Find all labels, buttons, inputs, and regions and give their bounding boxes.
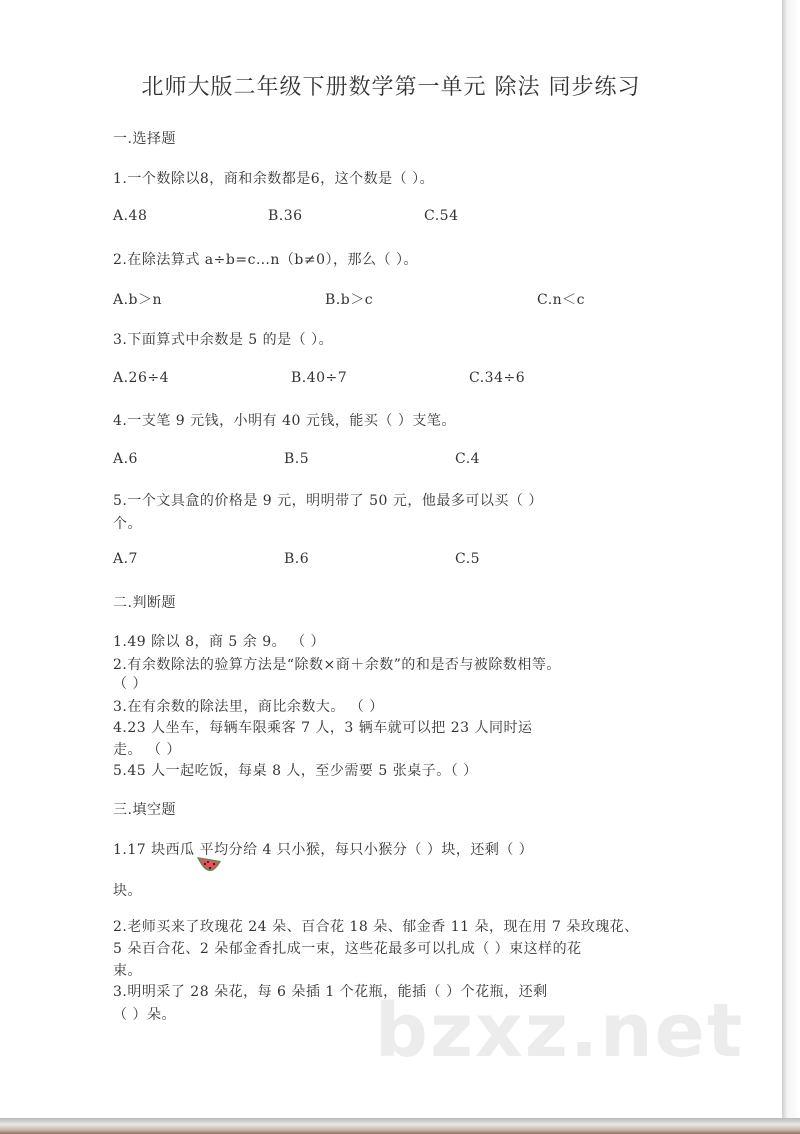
section-heading-judge: 二.判断题 <box>113 595 176 611</box>
fill-question-2-line2: 5 朵百合花、2 朵郁金香扎成一束，这些花最多可以扎成（ ）束这样的花 <box>113 941 582 957</box>
choice-q2-option-a: A.b＞n <box>113 292 163 308</box>
watermelon-slice-icon <box>195 853 223 879</box>
fill-question-3-line1: 3.明明采了 28 朵花，每 6 朵插 1 个花瓶，能插（ ）个花瓶，还剩 <box>113 984 548 1000</box>
choice-q4-option-a: A.6 <box>113 451 138 467</box>
judge-line-3: （ ） <box>113 676 147 692</box>
page-bottom-edge <box>0 1118 800 1134</box>
page-right-edge <box>782 0 800 1118</box>
choice-q3-option-b: B.40÷7 <box>291 370 348 386</box>
choice-q2-option-b: B.b＞c <box>325 292 374 308</box>
choice-q1-option-c: C.54 <box>424 208 459 224</box>
choice-question-5-line2: 个。 <box>113 516 142 532</box>
choice-q1-option-a: A.48 <box>113 208 148 224</box>
judge-line-2: 2.有余数除法的验算方法是“除数×商＋余数”的和是否与被除数相等。 <box>113 657 561 673</box>
choice-question-1: 1.一个数除以8，商和余数都是6，这个数是（ ）。 <box>113 171 435 187</box>
watermark: bzxz.net <box>375 988 745 1074</box>
choice-question-4: 4.一支笔 9 元钱，小明有 40 元钱，能买（ ）支笔。 <box>113 413 456 429</box>
choice-q3-option-a: A.26÷4 <box>113 370 170 386</box>
page-title: 北师大版二年级下册数学第一单元 除法 同步练习 <box>141 75 641 100</box>
choice-q4-option-c: C.4 <box>455 451 481 467</box>
choice-q5-option-b: B.6 <box>284 551 310 567</box>
judge-line-1: 1.49 除以 8，商 5 余 9。 （ ） <box>113 634 326 650</box>
choice-q5-option-c: C.5 <box>455 551 481 567</box>
judge-line-6: 走。 （ ） <box>113 742 181 758</box>
choice-question-3: 3.下面算式中余数是 5 的是（ ）。 <box>113 332 334 348</box>
section-heading-choice: 一.选择题 <box>113 131 176 147</box>
choice-question-5-line1: 5.一个文具盒的价格是 9 元，明明带了 50 元，他最多可以买（ ） <box>113 493 543 509</box>
choice-q4-option-b: B.5 <box>284 451 310 467</box>
fill-question-1-line2: 块。 <box>113 883 142 899</box>
fill-question-3-line2: （ ）朵。 <box>113 1007 176 1023</box>
choice-q5-option-a: A.7 <box>113 551 138 567</box>
choice-q1-option-b: B.36 <box>268 208 303 224</box>
choice-question-2: 2.在除法算式 a÷b=c…n（b≠0），那么（ ）。 <box>113 252 418 268</box>
choice-q3-option-c: C.34÷6 <box>469 370 526 386</box>
choice-q2-option-c: C.n＜c <box>537 292 586 308</box>
fill-question-1-line1: 1.17 块西瓜 平均分给 4 只小猴，每只小猴分（ ）块，还剩（ ） <box>113 842 534 858</box>
fill-question-2-line3: 束。 <box>113 963 142 979</box>
judge-line-7: 5.45 人一起吃饭，每桌 8 人，至少需要 5 张桌子。（ ） <box>113 763 478 779</box>
judge-line-5: 4.23 人坐车，每辆车限乘客 7 人，3 辆车就可以把 23 人同时运 <box>113 720 533 736</box>
section-heading-fill: 三.填空题 <box>113 802 176 818</box>
judge-line-4: 3.在有余数的除法里，商比余数大。 （ ） <box>113 699 384 715</box>
fill-question-2-line1: 2.老师买来了玫瑰花 24 朵、百合花 18 朵、郁金香 11 朵，现在用 7 朵玫瑰花、 <box>113 919 639 935</box>
